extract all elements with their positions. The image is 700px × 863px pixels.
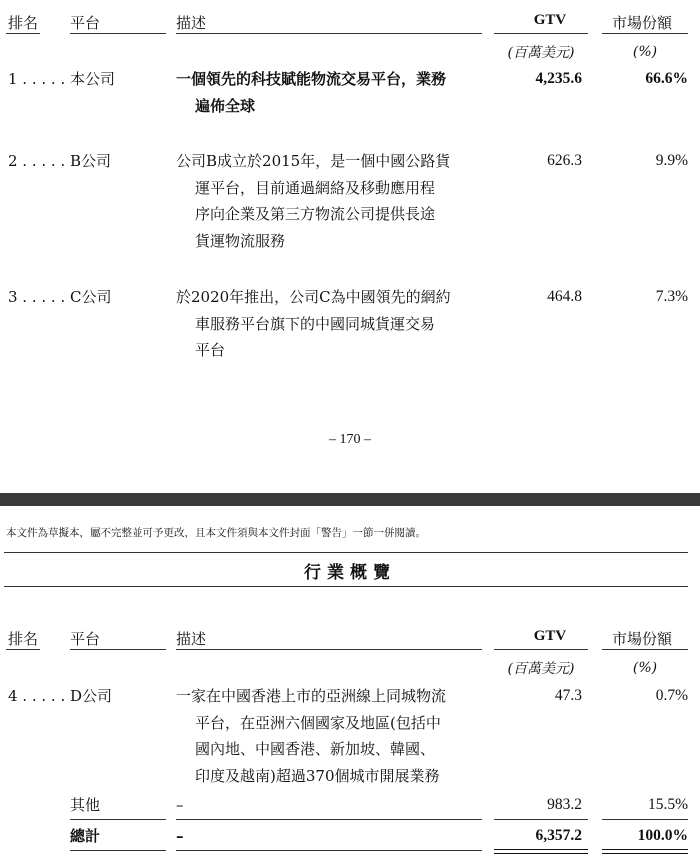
desc-line: 一個領先的科技賦能物流交易平台，業務 xyxy=(176,70,447,88)
row-rank: 1 . . . . . xyxy=(8,70,66,88)
unit-gtv: (百萬美元) xyxy=(507,661,575,677)
row-share: 100.0% xyxy=(637,827,688,844)
desc-line: 平台，在亞洲六個國家及地區(包括中 xyxy=(195,713,441,732)
header-gtv: GTV xyxy=(533,12,567,28)
desc-line: 車服務平台旗下的中國同城貨運交易 xyxy=(195,314,436,333)
row-gtv: 4,235.6 xyxy=(535,70,582,87)
header-platform: 平台 xyxy=(70,630,101,648)
header-description: 描述 xyxy=(176,630,207,648)
row-gtv: 47.3 xyxy=(554,687,582,704)
row-share: 66.6% xyxy=(645,70,688,87)
row-share: 0.7% xyxy=(655,687,688,704)
desc-line: 貨運物流服務 xyxy=(195,231,286,250)
header-rank: 排名 xyxy=(8,14,39,32)
row-description xyxy=(176,683,446,789)
desc-line: 序向企業及第三方物流公司提供長途 xyxy=(195,205,436,223)
header-rank: 排名 xyxy=(8,630,39,648)
row-share: 7.3% xyxy=(655,288,688,305)
page-number: – 170 – xyxy=(329,432,371,447)
row-platform: B公司 xyxy=(70,152,112,170)
desc-line: 印度及越南)超過370個城市開展業務 xyxy=(195,766,440,785)
draft-notice: 本文件為草擬本，屬不完整並可予更改，且本文件須與本文件封面「警告」一節一併閱讀。 xyxy=(6,527,426,539)
row-platform: D公司 xyxy=(70,687,113,705)
row-description xyxy=(176,66,446,119)
row-platform: 總計 xyxy=(70,827,101,845)
desc-line: 運平台，目前通過網絡及移動應用程 xyxy=(195,178,436,197)
row-platform: 本公司 xyxy=(70,70,116,88)
row-share: 9.9% xyxy=(655,152,688,169)
page-separator xyxy=(0,493,700,506)
row-description xyxy=(176,148,450,254)
row-rank: 4 . . . . . xyxy=(8,687,66,705)
section-title: 行業概覽 xyxy=(304,563,396,583)
header-gtv: GTV xyxy=(533,628,567,644)
header-description: 描述 xyxy=(176,14,207,32)
row-description: – xyxy=(176,796,184,814)
row-description xyxy=(176,284,451,364)
unit-share: (%) xyxy=(632,44,658,60)
desc-line: 國內地、中國香港、新加坡、韓國、 xyxy=(195,740,436,758)
unit-gtv: (百萬美元) xyxy=(507,45,575,61)
row-gtv: 983.2 xyxy=(547,796,582,813)
row-gtv: 6,357.2 xyxy=(535,827,582,844)
row-rank: 3 . . . . . xyxy=(8,288,66,306)
row-rank: 2 . . . . . xyxy=(8,152,66,170)
header-market-share: 市場份額 xyxy=(612,630,673,648)
desc-line: 遍佈全球 xyxy=(195,96,256,115)
row-share: 15.5% xyxy=(647,796,688,813)
header-platform: 平台 xyxy=(70,14,101,32)
double-underline xyxy=(602,849,688,854)
desc-line: 平台 xyxy=(195,341,226,359)
desc-line: 一家在中國香港上市的亞洲線上同城物流 xyxy=(176,687,447,705)
row-platform: 其他 xyxy=(70,796,101,814)
row-gtv: 464.8 xyxy=(547,288,582,305)
desc-line: 公司B成立於2015年，是一個中國公路貨 xyxy=(176,152,451,170)
double-underline xyxy=(494,849,588,854)
unit-share: (%) xyxy=(632,660,658,676)
header-market-share: 市場份額 xyxy=(612,14,673,32)
row-description: – xyxy=(176,827,184,845)
row-platform: C公司 xyxy=(70,288,112,306)
row-gtv: 626.3 xyxy=(547,152,582,169)
desc-line: 於2020年推出，公司C為中國領先的網約 xyxy=(176,288,451,306)
